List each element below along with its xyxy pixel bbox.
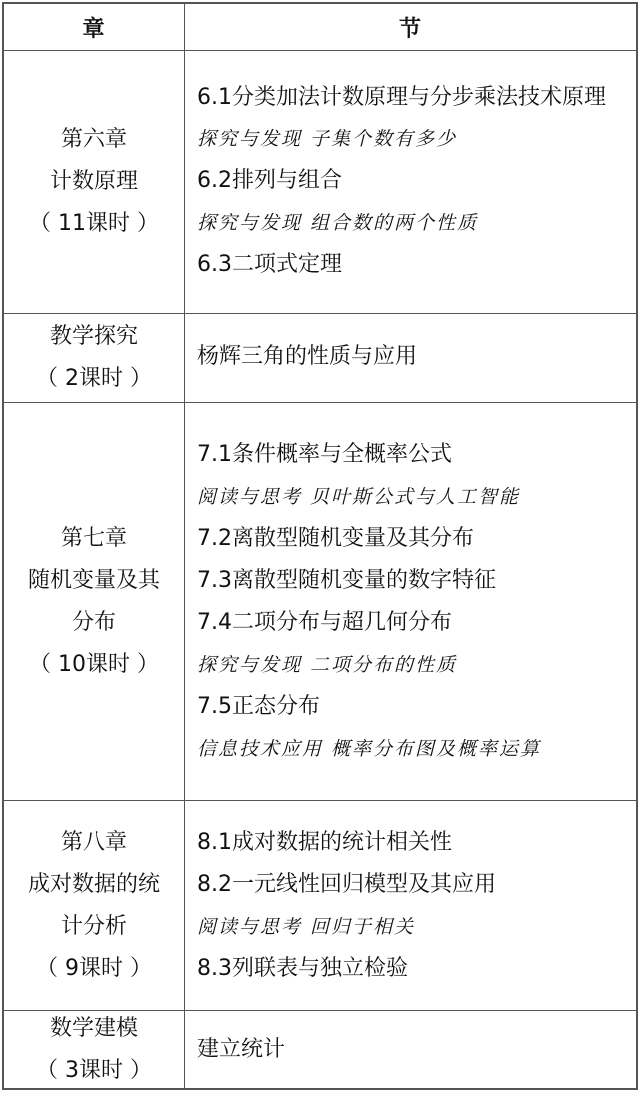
table-header xyxy=(4,4,636,50)
chapter-name: 第六章 xyxy=(60,127,127,152)
chapter-name: 数学建模 xyxy=(49,1015,138,1041)
subsection-item: 阅读与思考 贝叶斯公式与人工智能 xyxy=(197,485,521,508)
chapter-cell xyxy=(4,1011,184,1088)
chapter-name: 第八章 xyxy=(60,829,127,855)
chapter-hours: （ 3课时 ） xyxy=(36,1057,152,1083)
section-item: 6.2排列与组合 xyxy=(197,168,342,193)
section-item: 7.5正态分布 xyxy=(197,693,320,719)
chapter-hours: （ 2课时 ） xyxy=(36,366,152,391)
section-item: 7.4二项分布与超几何分布 xyxy=(197,609,452,635)
chapter-cell xyxy=(4,51,184,313)
subsection-item: 阅读与思考 回归于相关 xyxy=(197,915,416,938)
table-row xyxy=(4,314,636,402)
chapter-name: 第七章 xyxy=(60,525,127,551)
section-item: 8.2一元线性回归模型及其应用 xyxy=(197,871,496,897)
section-item: 杨辉三角的性质与应用 xyxy=(197,344,418,369)
chapter-title: 计数原理 xyxy=(49,169,138,194)
header-chapter: 章 xyxy=(82,16,106,42)
chapter-title: 随机变量及其 xyxy=(27,567,160,593)
chapter-hours: （ 9课时 ） xyxy=(36,955,152,981)
section-cell xyxy=(185,403,636,800)
subsection-item: 探究与发现 二项分布的性质 xyxy=(197,653,458,676)
subsection-item: 探究与发现 组合数的两个性质 xyxy=(197,212,479,234)
table-row xyxy=(4,801,636,1010)
table-row xyxy=(4,1011,636,1088)
subsection-item: 信息技术应用 概率分布图及概率运算 xyxy=(197,737,542,760)
section-cell xyxy=(185,801,636,1010)
section-item: 6.3二项式定理 xyxy=(197,252,342,277)
chapter-title: 成对数据的统 xyxy=(27,871,160,897)
section-item: 6.1分类加法计数原理与分步乘法技术原理 xyxy=(197,85,606,110)
chapter-title: 计分析 xyxy=(60,913,127,939)
table-row xyxy=(4,403,636,800)
chapter-title: 分布 xyxy=(71,609,116,635)
chapter-hours: （ 10课时 ） xyxy=(29,651,159,677)
section-item: 8.1成对数据的统计相关性 xyxy=(197,829,452,855)
chapter-cell xyxy=(4,314,184,402)
subsection-item: 探究与发现 子集个数有多少 xyxy=(197,128,458,150)
bottom-margin xyxy=(0,1092,640,1106)
chapter-cell xyxy=(4,403,184,800)
section-item: 建立统计 xyxy=(197,1036,286,1062)
chapter-cell xyxy=(4,801,184,1010)
section-item: 7.1条件概率与全概率公式 xyxy=(197,441,452,467)
header-section: 节 xyxy=(398,16,422,42)
section-item: 7.3离散型随机变量的数字特征 xyxy=(197,567,496,593)
section-item: 8.3列联表与独立检验 xyxy=(197,955,408,981)
chapter-name: 教学探究 xyxy=(49,324,138,349)
section-item: 7.2离散型随机变量及其分布 xyxy=(197,525,474,551)
section-cell xyxy=(185,1011,636,1088)
chapter-hours: （ 11课时 ） xyxy=(29,211,159,236)
section-cell xyxy=(185,51,636,313)
section-cell xyxy=(185,314,636,402)
table-row xyxy=(4,51,636,313)
curriculum-table xyxy=(2,2,638,1090)
